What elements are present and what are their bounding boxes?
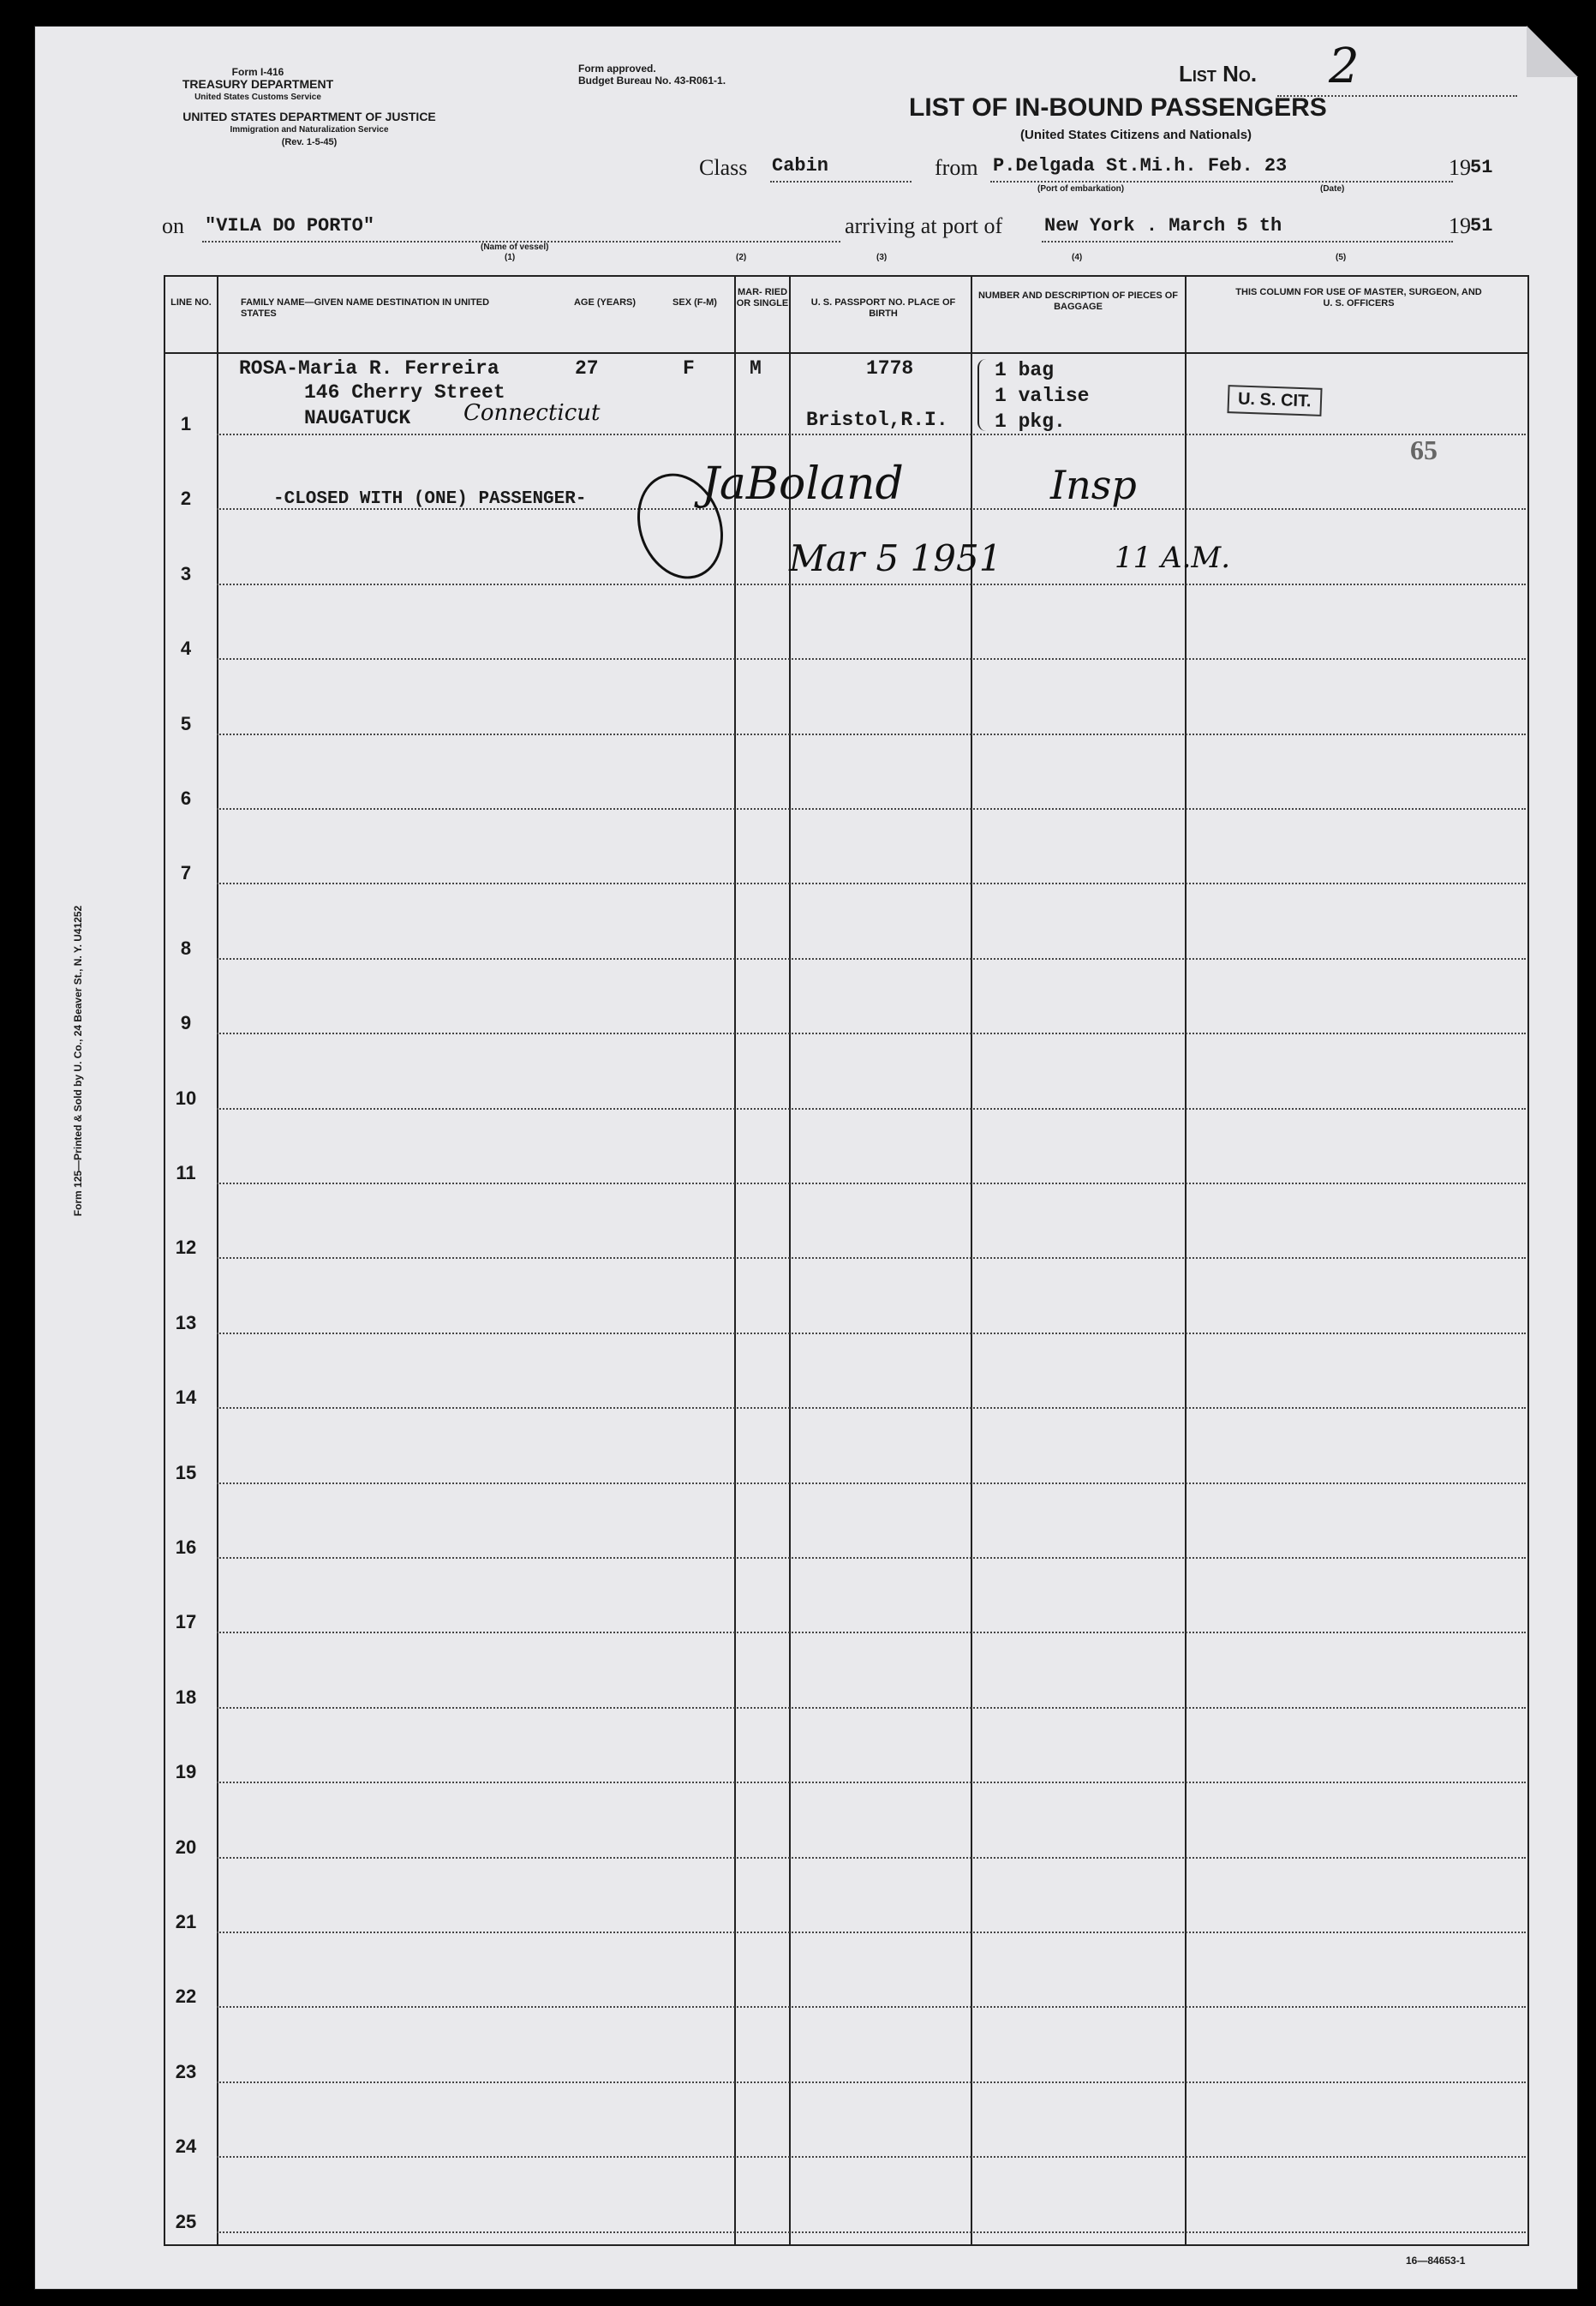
ins-service: Immigration and Naturalization Service <box>230 125 389 135</box>
line-number: 10 <box>175 1087 197 1109</box>
table-row <box>217 958 1526 960</box>
line-number: 15 <box>175 1461 197 1483</box>
table-row <box>217 2231 1526 2233</box>
inspector-signature: JaBoland <box>702 458 904 510</box>
vessel-label: (Name of vessel) <box>481 243 549 252</box>
table-row <box>217 1857 1526 1859</box>
treasury-dept: TREASURY DEPARTMENT <box>182 77 334 91</box>
col-header-passport: U. S. PASSPORT NO. PLACE OF BIRTH <box>810 297 956 319</box>
col-num-3: (3) <box>876 253 888 262</box>
arriving-underline <box>1042 241 1453 243</box>
class-label: Class <box>699 155 748 180</box>
table-row <box>217 734 1526 735</box>
port-embark-label: (Port of embarkation) <box>1037 184 1125 194</box>
header-divider <box>164 352 1527 354</box>
line-number: 2 <box>180 488 192 510</box>
table-row <box>217 584 1526 585</box>
line-number: 18 <box>175 1686 197 1708</box>
on-label: on <box>162 213 184 238</box>
birthplace: Bristol,R.I. <box>806 409 948 431</box>
line-number: 1 <box>180 413 192 434</box>
line-number: 14 <box>175 1387 197 1409</box>
col-divider <box>217 277 218 2244</box>
line-number: 8 <box>180 937 192 959</box>
col-header-line: LINE NO. <box>170 297 212 308</box>
table-row <box>217 658 1526 660</box>
passenger-sex: F <box>683 357 695 380</box>
passenger-city: NAUGATUCK <box>304 407 411 429</box>
passenger-age: 27 <box>575 357 599 380</box>
handwritten-time: 11 A.M. <box>1115 541 1231 575</box>
table-row <box>217 1932 1526 1933</box>
from-underline <box>990 181 1453 183</box>
table-row <box>217 1183 1526 1184</box>
col-num-5: (5) <box>1336 253 1347 262</box>
list-no-label: List No. <box>1179 61 1258 87</box>
table-row <box>217 1333 1526 1334</box>
line-number: 9 <box>180 1012 192 1034</box>
table-row <box>217 2156 1526 2158</box>
justice-dept: UNITED STATES DEPARTMENT OF JUSTICE <box>182 110 436 123</box>
col-num-2: (2) <box>736 253 747 262</box>
insp-note: Insp <box>1050 462 1137 508</box>
col-header-sex: SEX (F-M) <box>672 297 717 308</box>
col-header-officers: THIS COLUMN FOR USE OF MASTER, SURGEON, AND U. S. OFFICERS <box>1235 287 1482 308</box>
passenger-name: ROSA-Maria R. Ferreira <box>239 357 499 380</box>
form-approved: Form approved. <box>578 63 656 75</box>
table-row <box>217 1707 1526 1709</box>
year2: 19 <box>1449 213 1471 238</box>
footer-code: 16—84653-1 <box>1406 2255 1466 2267</box>
line-number: 25 <box>175 2210 197 2232</box>
passenger-married: M <box>750 357 762 380</box>
baggage-item-1: 1 bag <box>995 359 1055 381</box>
date-label: (Date) <box>1320 184 1345 194</box>
customs-service: United States Customs Service <box>194 93 321 102</box>
passport-number: 1778 <box>866 357 914 380</box>
class-value: Cabin <box>772 155 829 177</box>
col-divider <box>734 277 736 2244</box>
col-header-name: FAMILY NAME—GIVEN NAME DESTINATION IN UNITED STATES <box>241 297 490 319</box>
baggage-brace <box>977 359 993 431</box>
page-subtitle: (United States Citizens and Nationals) <box>1020 128 1252 142</box>
from-label: from <box>935 155 978 180</box>
table-row <box>217 1557 1526 1559</box>
line-number: 6 <box>180 788 192 809</box>
table-row <box>217 434 1526 435</box>
table-row <box>217 1033 1526 1034</box>
year1: 19 <box>1449 155 1471 180</box>
closed-note: -CLOSED WITH (ONE) PASSENGER- <box>273 489 587 509</box>
list-no-value: 2 <box>1329 39 1360 94</box>
line-number: 22 <box>175 1986 197 2008</box>
class-underline <box>770 181 912 183</box>
table-row <box>217 883 1526 884</box>
passenger-state: Connecticut <box>463 400 601 426</box>
manifest-page <box>34 26 1578 2290</box>
line-number: 12 <box>175 1237 197 1259</box>
vessel-name: "VILA DO PORTO" <box>205 215 375 237</box>
table-row <box>217 2006 1526 2008</box>
line-number: 20 <box>175 1836 197 1858</box>
line-number: 5 <box>180 712 192 734</box>
table-row <box>217 1782 1526 1783</box>
revision: (Rev. 1-5-45) <box>281 137 338 147</box>
col-header-baggage: NUMBER AND DESCRIPTION OF PIECES OF BAGGAGE <box>977 290 1179 312</box>
table-row <box>217 808 1526 810</box>
col-header-age: AGE (YEARS) <box>573 297 637 308</box>
line-number: 17 <box>175 1611 197 1633</box>
table-row <box>217 1407 1526 1409</box>
page-title: LIST OF IN-BOUND PASSENGERS <box>909 93 1327 122</box>
line-number: 3 <box>180 562 192 584</box>
col-header-married: MAR- RIED OR SINGLE <box>736 287 789 308</box>
line-number: 21 <box>175 1911 197 1932</box>
col-num-4: (4) <box>1072 253 1083 262</box>
vessel-col-num: (1) <box>505 253 516 262</box>
line-number: 13 <box>175 1311 197 1333</box>
from-value: P.Delgada St.Mi.h. Feb. 23 <box>993 155 1288 177</box>
line-number: 16 <box>175 1536 197 1558</box>
arriving-value: New York . March 5 th <box>1044 215 1282 237</box>
line-number: 19 <box>175 1761 197 1783</box>
stamp-number: 65 <box>1410 434 1438 465</box>
budget-bureau: Budget Bureau No. 43-R061-1. <box>578 75 726 87</box>
baggage-item-2: 1 valise <box>995 385 1090 407</box>
table-row <box>217 1482 1526 1484</box>
folded-corner <box>1527 26 1578 77</box>
table-row <box>217 2081 1526 2083</box>
arriving-label: arriving at port of <box>845 213 1003 238</box>
line-number: 11 <box>176 1162 196 1183</box>
us-cit-stamp: U. S. CIT. <box>1227 385 1322 416</box>
year2-suffix: 51 <box>1470 215 1493 237</box>
form-id: Form I-416 <box>231 66 284 78</box>
line-number: 24 <box>175 2135 197 2158</box>
handwritten-date: Mar 5 1951 <box>789 537 1002 579</box>
printer-note: Form 125—Printed & Sold by U. Co., 24 Beaver St., N. Y. U41252 <box>72 905 84 1217</box>
table-row <box>217 1108 1526 1110</box>
line-number: 4 <box>180 638 192 660</box>
baggage-item-3: 1 pkg. <box>995 410 1066 433</box>
passenger-street: 146 Cherry Street <box>304 381 505 404</box>
line-number: 23 <box>175 2060 197 2082</box>
table-row <box>217 1257 1526 1259</box>
table-row <box>217 1632 1526 1633</box>
line-number: 7 <box>180 862 192 884</box>
year1-suffix: 51 <box>1470 157 1493 178</box>
